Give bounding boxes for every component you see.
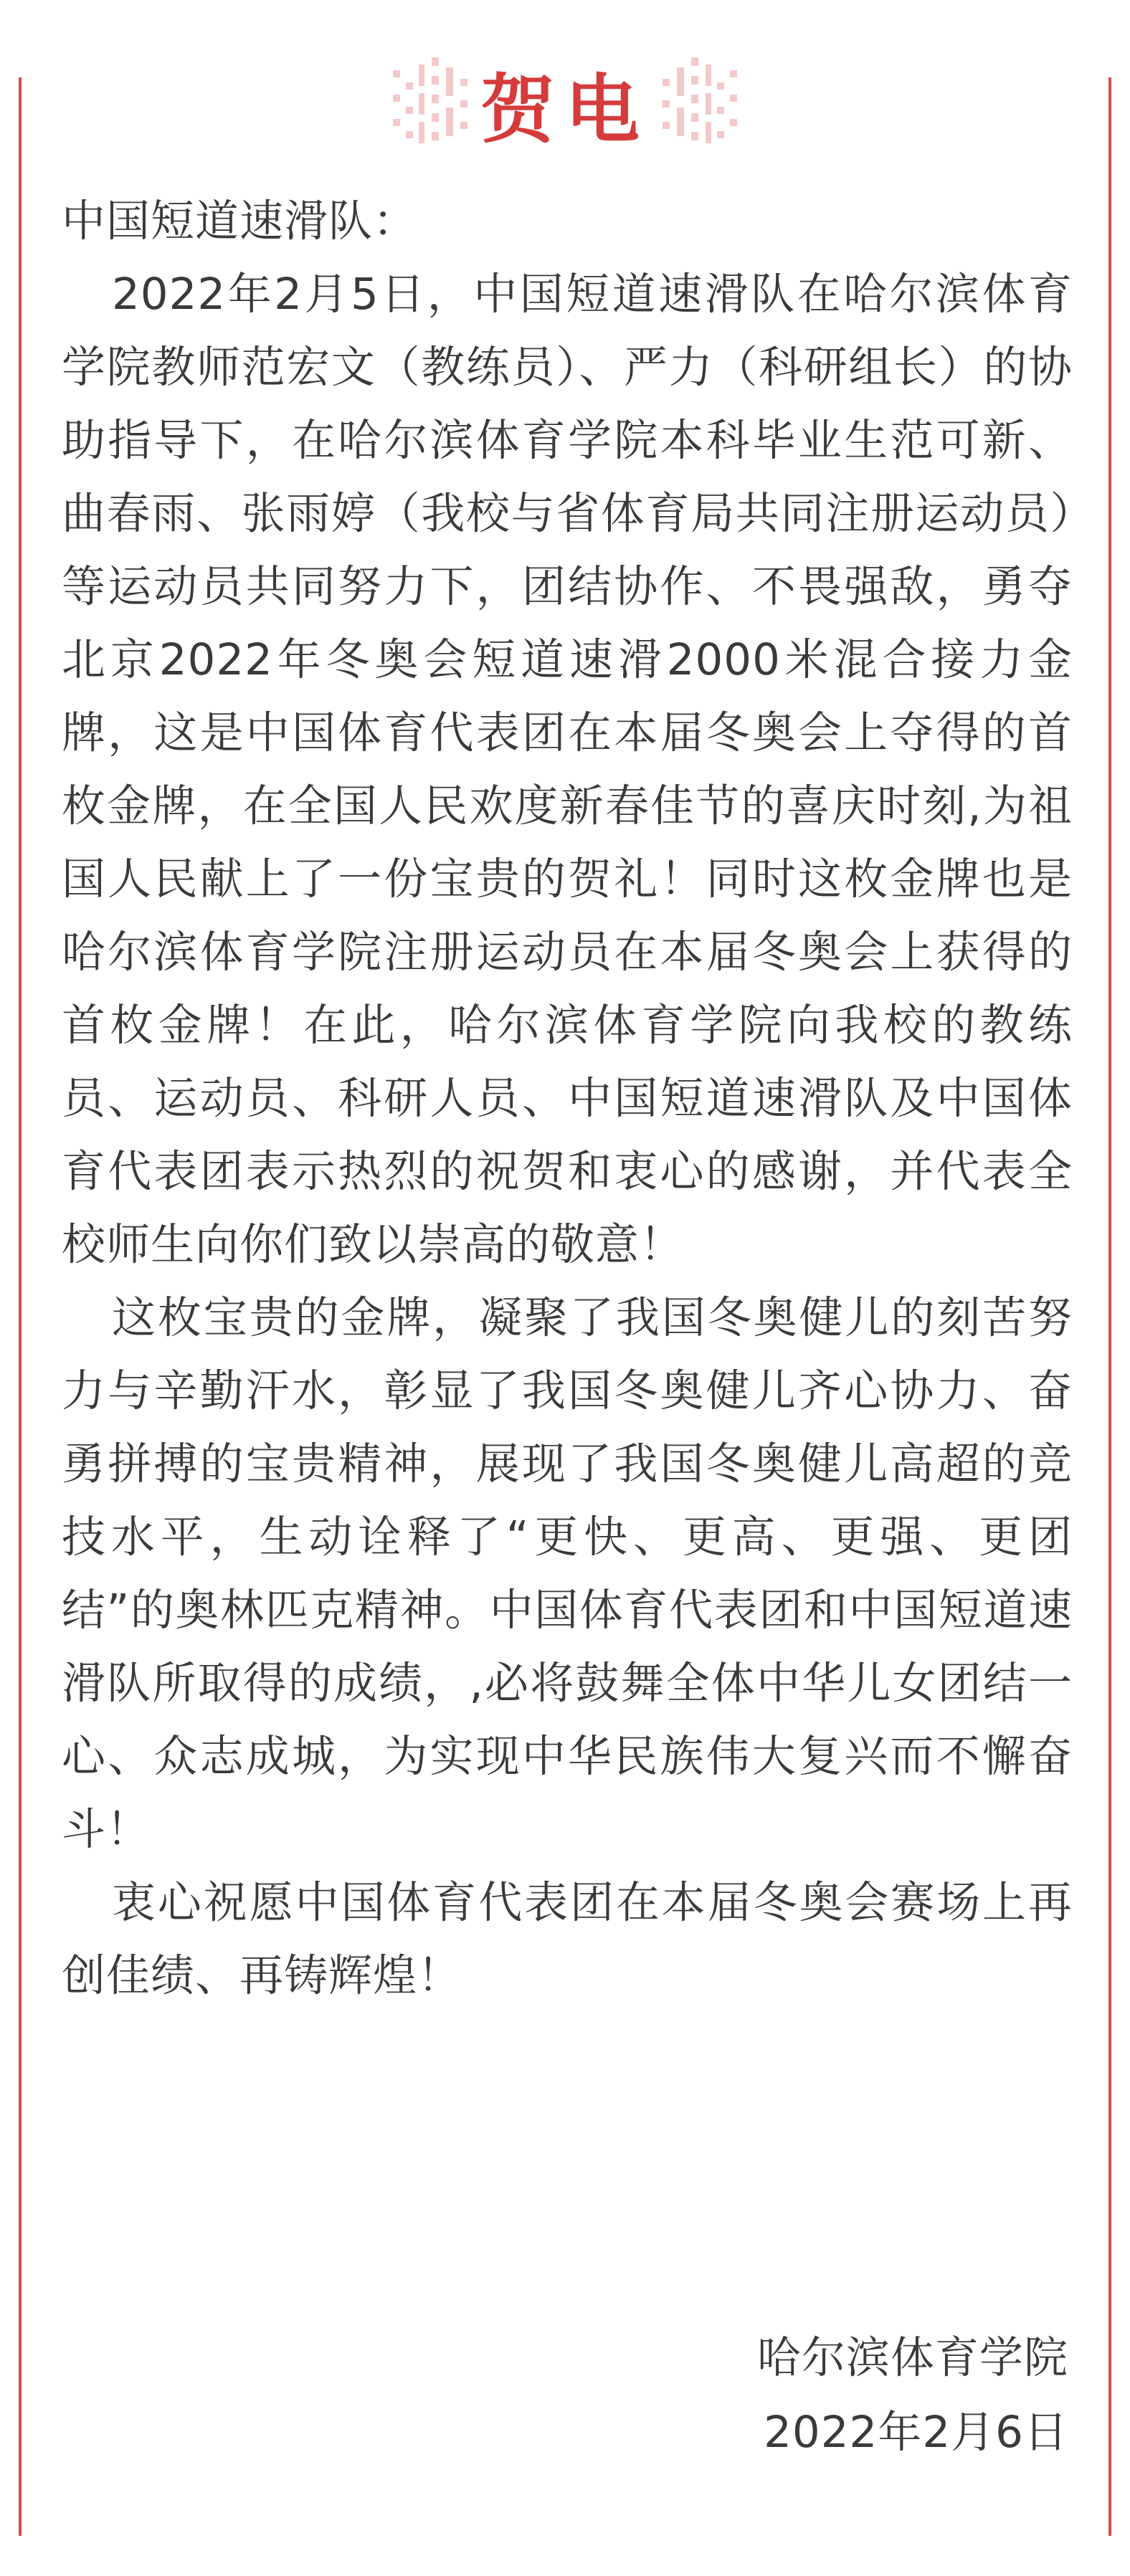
salutation: 中国短道速滑队： bbox=[62, 196, 418, 247]
signature-block bbox=[757, 2321, 1068, 2470]
title-banner bbox=[0, 50, 1130, 158]
letter-body bbox=[62, 185, 1073, 2013]
left-border-line bbox=[19, 77, 22, 2536]
signature-date: 2022年2月6日 bbox=[764, 2407, 1068, 2458]
signature-organization: 哈尔滨体育学院 bbox=[756, 2332, 1068, 2383]
paragraph-2: 这枚宝贵的金牌，凝聚了我国冬奥健儿的刻苦努力与辛勤汗水，彰显了我国冬奥健儿齐心协力、奋勇拼搏的宝贵精神，展现了我国冬奥健儿高超的竞技水平，生动诠释了“更快、更高、更强、更团结”的奥林匹克精神。中国体育代表团和中国短道速滑队所取得的成绩，,必将鼓舞全体中华儿女团结一心、众志成城，为实现中华民族伟大复兴而不懈奋斗！ bbox=[62, 1292, 1073, 1855]
paragraph-1: 2022年2月5日，中国短道速滑队在哈尔滨体育学院教师范宏文（教练员）、严力（科研组长）的协助指导下，在哈尔滨体育学院本科毕业生范可新、曲春雨、张雨婷（我校与省体育局共同注册运动员）等运动员共同努力下，团结协作、不畏强敌，勇夺北京2022年冬奥会短道速滑2000米混合接力金牌，这是中国体育代表团在本届冬奥会上夺得的首枚金牌，在全国人民欢度新春佳节的喜庆时刻,为祖国人民献上了一份宝贵的贺礼！同时这枚金牌也是哈尔滨体育学院注册运动员在本届冬奥会上获得的首枚金牌！在此，哈尔滨体育学院向我校的教练员、运动员、科研人员、中国短道速滑队及中国体育代表团表示热烈的祝贺和衷心的感谢，并代表全校师生向你们致以崇高的敬意！ bbox=[62, 269, 1073, 1270]
right-border-line bbox=[1108, 77, 1111, 2536]
paragraph-3: 衷心祝愿中国体育代表团在本届冬奥会赛场上再创佳绩、再铸辉煌！ bbox=[62, 1877, 1073, 2001]
page-title: 贺电 bbox=[480, 66, 650, 153]
